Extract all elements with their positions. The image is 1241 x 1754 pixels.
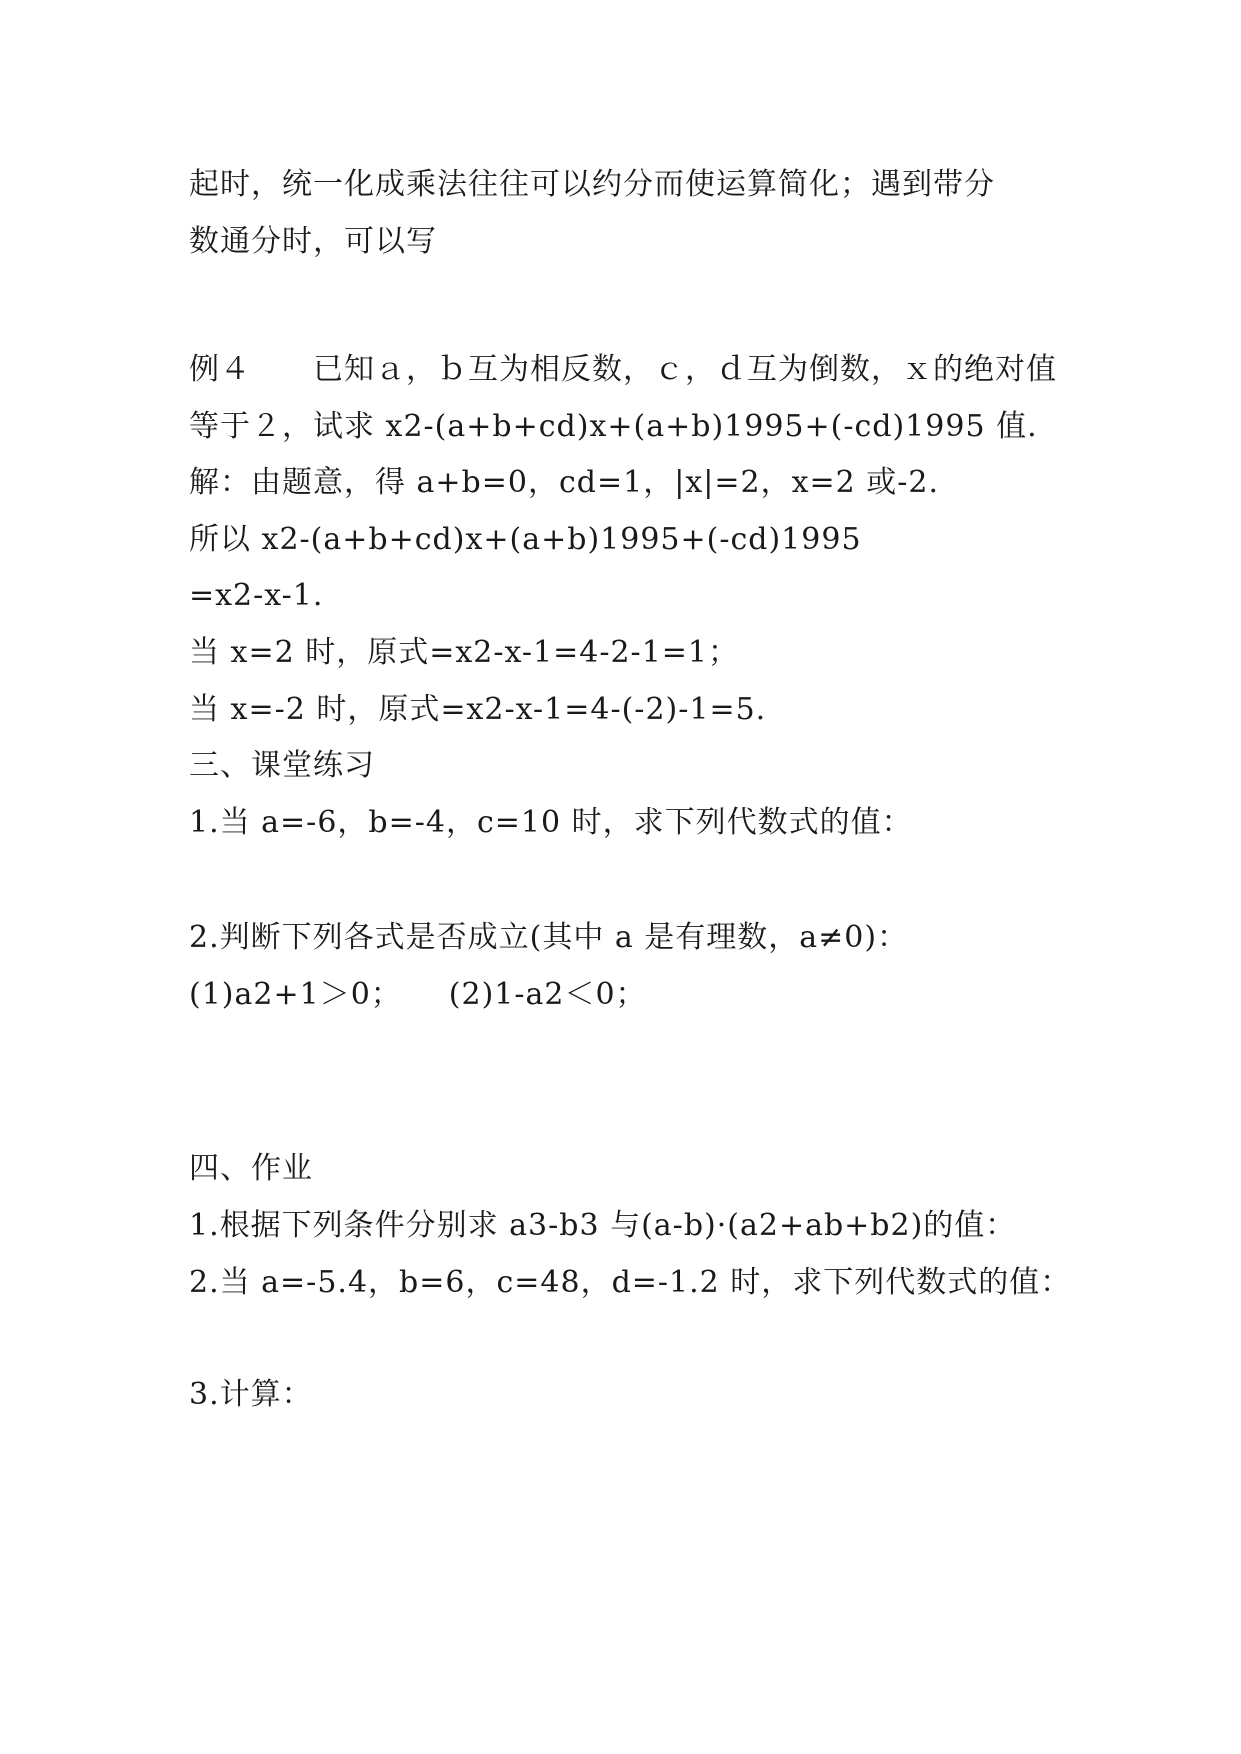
example-4-heading: 例４ 已知ａ，ｂ互为相反数，ｃ，ｄ互为倒数，ｘ的绝对值 <box>189 352 1057 387</box>
solution-line: 当 x=-2 时，原式=x2-x-1=4-(-2)-1=5. <box>189 692 767 727</box>
paragraph-line: 起时，统一化成乘法往往可以约分而使运算简化；遇到带分 <box>189 167 995 202</box>
homework-item: 1.根据下列条件分别求 a3-b3 与(a-b)·(a2+ab+b2)的值： <box>189 1208 1017 1243</box>
practice-item: 1.当 a=-6，b=-4，c=10 时，求下列代数式的值： <box>189 805 913 840</box>
solution-line: 所以 x2-(a+b+cd)x+(a+b)1995+(-cd)1995 <box>189 522 862 557</box>
homework-item: 2.当 a=-5.4，b=6，c=48，d=-1.2 时，求下列代数式的值： <box>189 1265 1072 1300</box>
practice-item: 2.判断下列各式是否成立(其中 a 是有理数，a≠0)： <box>189 920 909 955</box>
section-heading-homework: 四、作业 <box>189 1151 313 1186</box>
solution-line: 解：由题意，得 a+b=0，cd=1，|x|=2，x=2 或-2. <box>189 465 940 500</box>
practice-subitems: (1)a2+1＞0； (2)1-a2＜0； <box>189 977 647 1012</box>
solution-line: =x2-x-1. <box>189 578 324 613</box>
paragraph-line: 数通分时，可以写 <box>189 224 437 259</box>
example-4-problem: 等于２，试求 x2-(a+b+cd)x+(a+b)1995+(-cd)1995 值. <box>189 409 1038 444</box>
section-heading-practice: 三、课堂练习 <box>189 748 375 783</box>
homework-item: 3.计算： <box>189 1377 313 1412</box>
solution-line: 当 x=2 时，原式=x2-x-1=4-2-1=1； <box>189 635 740 670</box>
